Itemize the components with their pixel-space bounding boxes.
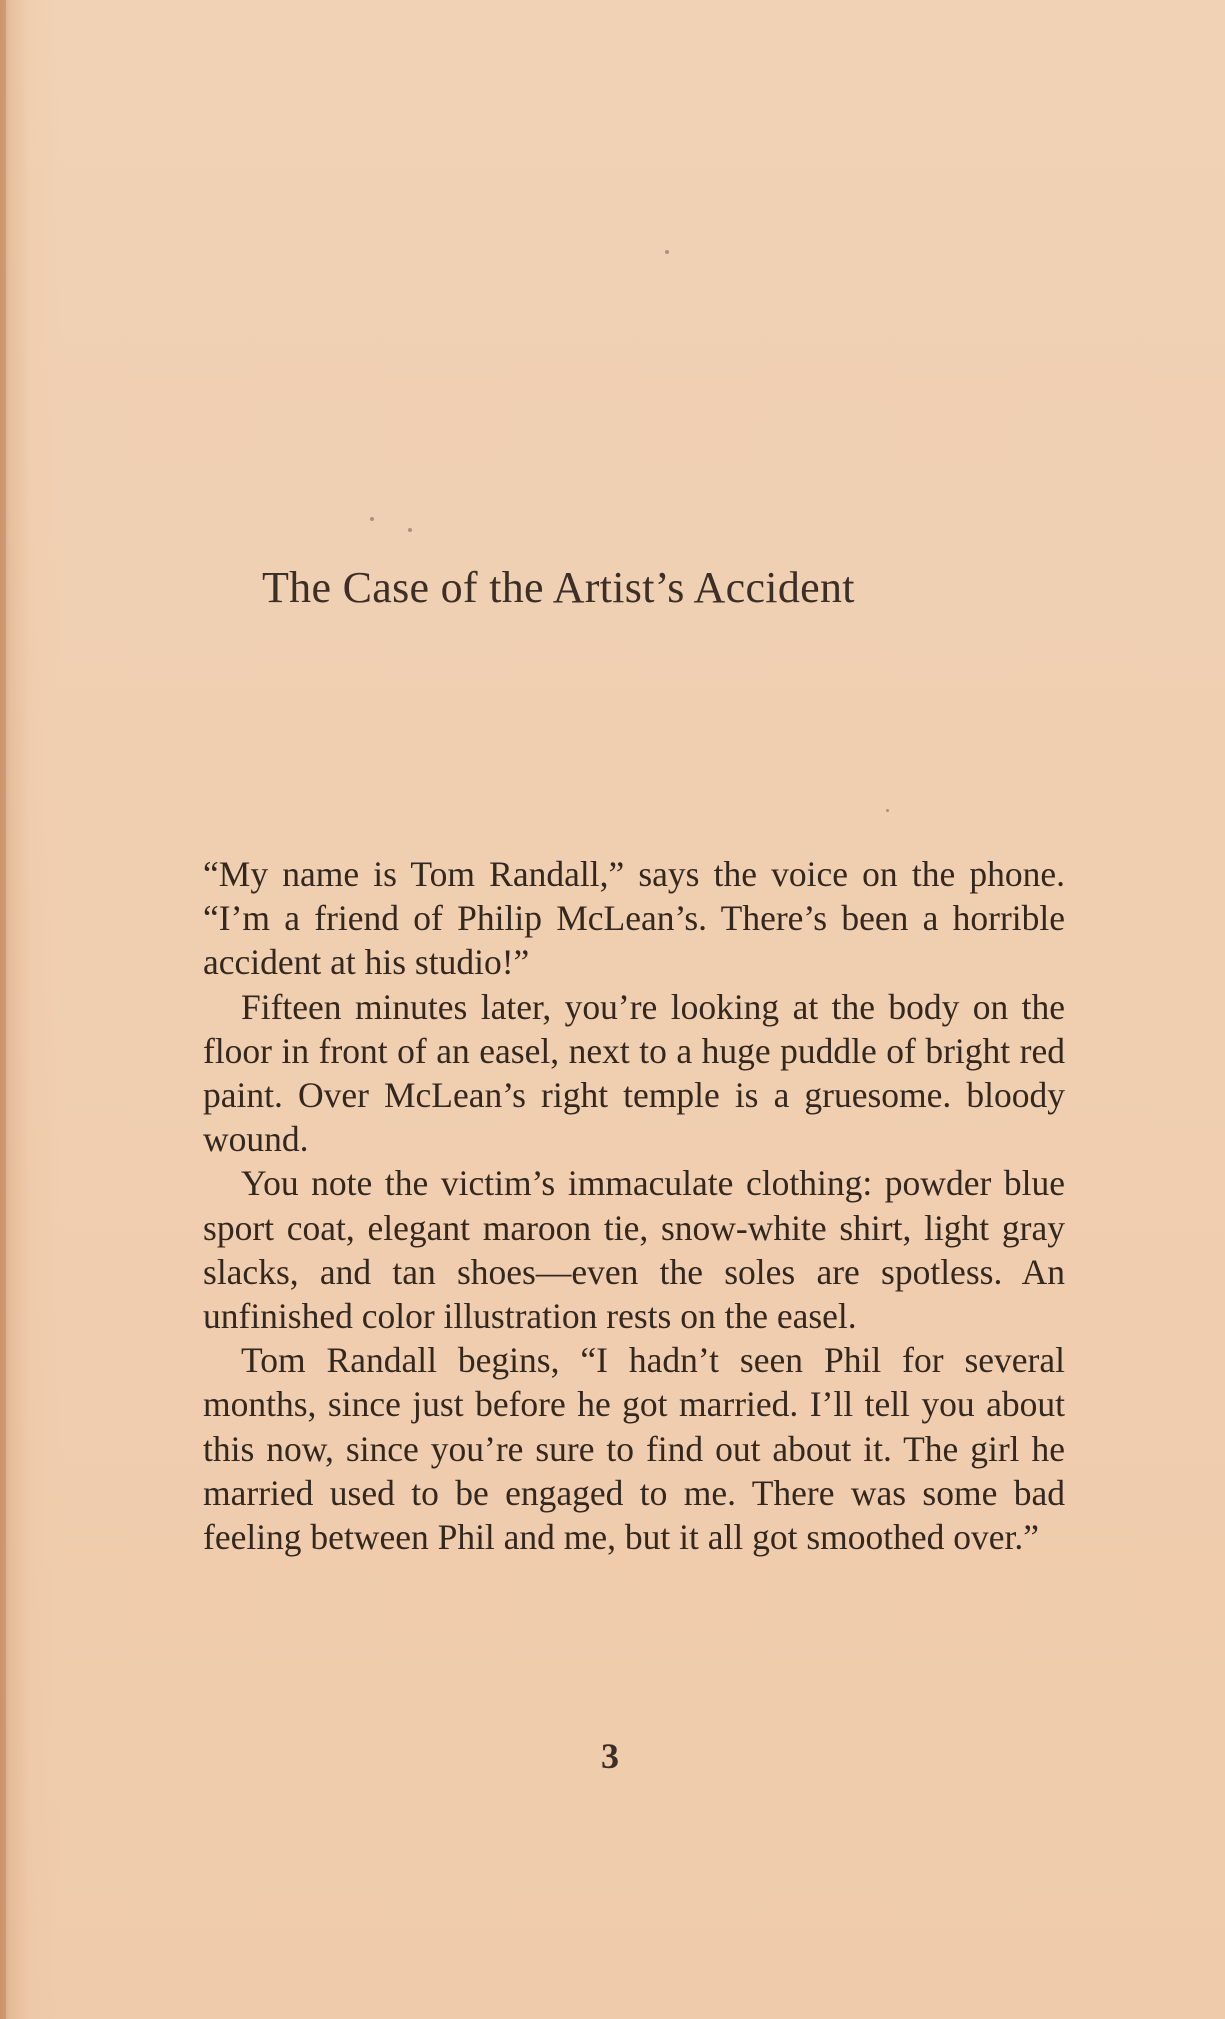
paragraph: “My name is Tom Randall,” says the voice on the phone. “I’m a friend of Philip McLean’s. There’s been a horrible accident at his studio!”	[203, 854, 1065, 983]
page-spine-edge	[0, 0, 6, 2019]
page-number: 3	[601, 1736, 619, 1776]
paper-speck	[886, 809, 889, 812]
paragraph: Tom Randall begins, “I hadn’t seen Phil for several months, since just before he got married. I’ll tell you about this now, since you’re sure to find out about it. The girl he married used to be engaged to me. There was some bad feeling between Phil and me, but it all got smoothed over.”	[203, 1340, 1065, 1558]
paragraph: You note the victim’s immaculate clothing: powder blue sport coat, elegant maroon tie, snow-white shirt, light gray slacks, and tan shoes—even the soles are spotless. An unfinished color illustration rests on the easel.	[203, 1163, 1065, 1337]
body-text	[203, 852, 1065, 1559]
paper-speck	[665, 250, 669, 254]
chapter-title: The Case of the Artist’s Accident	[262, 563, 855, 612]
paper-speck	[370, 517, 374, 521]
paper-speck	[408, 528, 412, 532]
paragraph: Fifteen minutes later, you’re looking at the body on the floor in front of an easel, next to a huge puddle of bright red paint. Over McLean’s right temple is a gruesome. bloody wound.	[203, 986, 1065, 1160]
